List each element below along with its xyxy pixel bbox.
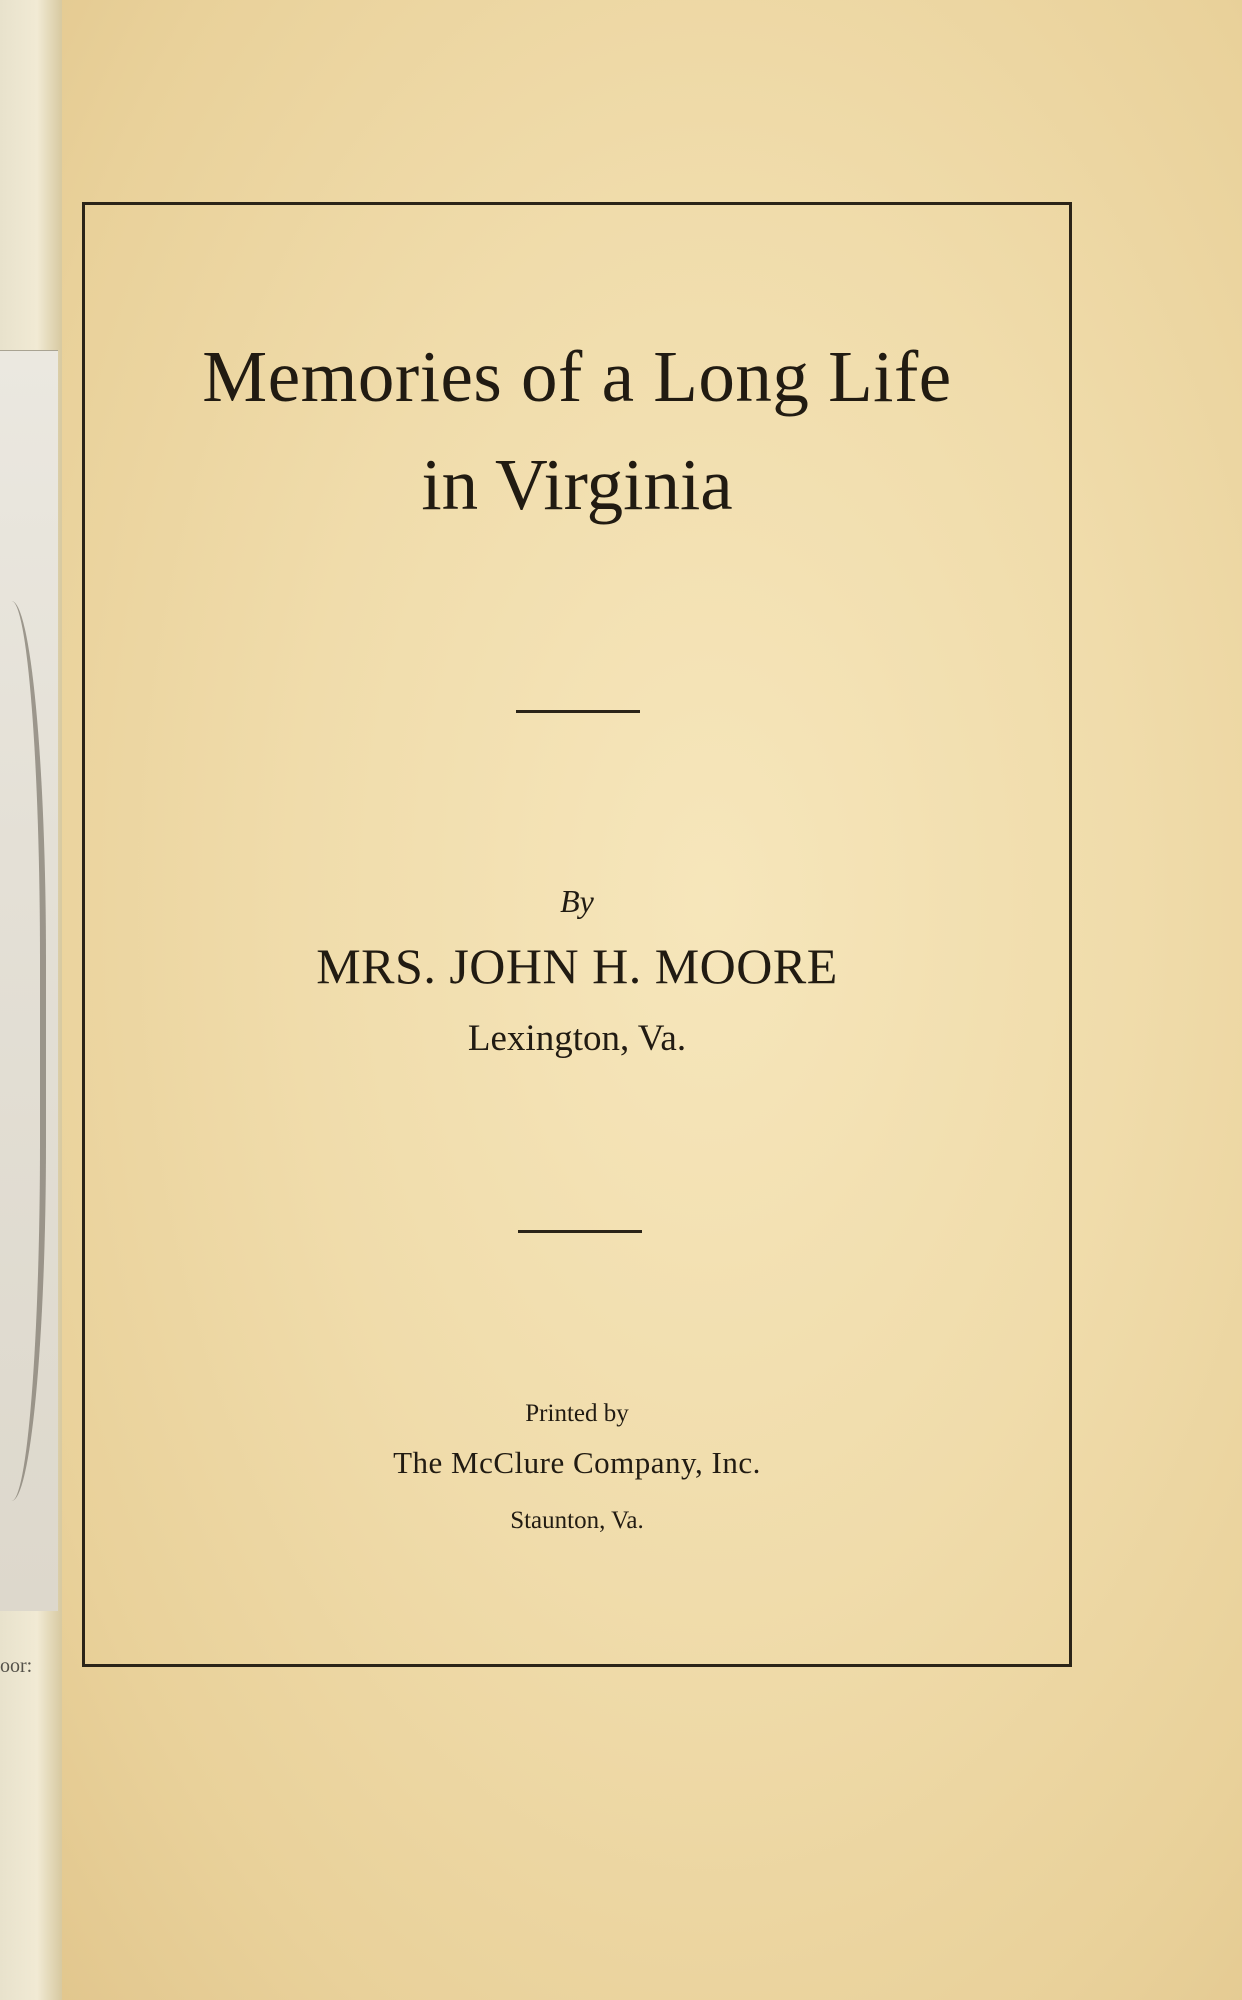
by-label: By (560, 883, 594, 919)
divider-rule-top (516, 710, 640, 713)
title-page-frame (82, 202, 1072, 1667)
portrait-caption-fragment: oor: (0, 1655, 33, 1677)
author-name: MRS. JOHN H. MOORE (316, 938, 838, 994)
publisher-name: The McClure Company, Inc. (393, 1445, 761, 1480)
book-title-line-2: in Virginia (421, 444, 733, 525)
portrait-plate (0, 350, 58, 1611)
book-title-line-1: Memories of a Long Life (202, 336, 952, 417)
author-location: Lexington, Va. (467, 1018, 687, 1059)
printed-by-label: Printed by (525, 1400, 629, 1427)
publisher-location: Staunton, Va. (510, 1507, 644, 1534)
facing-page (0, 0, 64, 2000)
portrait-figure (0, 601, 46, 1501)
divider-rule-bottom (518, 1230, 642, 1233)
